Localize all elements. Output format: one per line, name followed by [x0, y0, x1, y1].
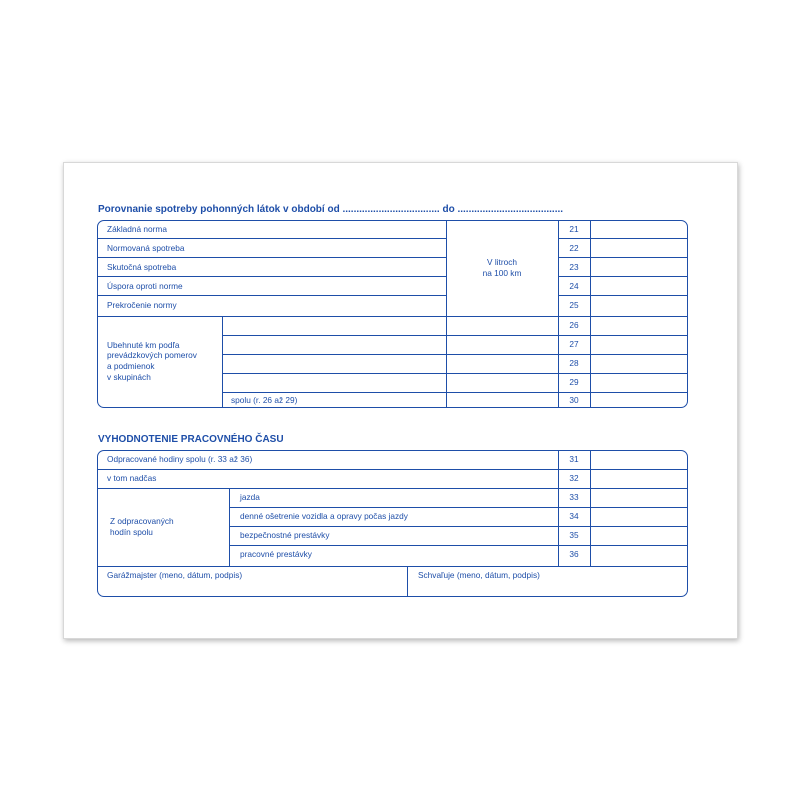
row-label-km-total: spolu (r. 26 až 29): [231, 395, 298, 405]
fuel-row-line: [222, 354, 688, 355]
row-number: 31: [569, 454, 579, 464]
fuel-divider-unit: [446, 220, 447, 408]
unit-label-line2: na 100 km: [482, 268, 522, 278]
row-number: 32: [569, 473, 579, 483]
fuel-table: [97, 220, 688, 408]
fuel-row-line: [558, 295, 688, 296]
km-group-label-line2: prevádzkových pomerov: [107, 350, 197, 360]
fuel-row-line: [222, 392, 688, 393]
signature-approver: Schvaľuje (meno, dátum, podpis): [418, 570, 540, 580]
row-number: 26: [569, 320, 579, 330]
fuel-row-line: [97, 238, 446, 239]
fuel-row-line: [558, 238, 688, 239]
fuel-row-line: [97, 276, 446, 277]
row-number: 34: [569, 511, 579, 521]
fuel-divider-value: [590, 220, 591, 408]
fuel-row-line: [222, 373, 688, 374]
fuel-section-title: Porovnanie spotreby pohonných látok v období od ................................... do ......................................: [98, 204, 564, 215]
time-divider-value: [590, 450, 591, 566]
row-number: 36: [569, 549, 579, 559]
row-number: 21: [569, 224, 579, 234]
row-label-basic-norm: Základná norma: [107, 224, 167, 234]
row-number: 27: [569, 339, 579, 349]
fuel-row-line: [97, 295, 446, 296]
row-number: 23: [569, 262, 579, 272]
row-label-normed-consumption: Normovaná spotreba: [107, 243, 185, 253]
row-label-driving: jazda: [240, 492, 260, 502]
signature-divider: [407, 566, 408, 597]
time-divider-group: [229, 488, 230, 566]
fuel-row-line: [97, 316, 688, 317]
row-label-hours-total: Odpracované hodiny spolu (r. 33 až 36): [107, 454, 253, 464]
time-row-line: [229, 545, 688, 546]
unit-label-line1: V litroch: [487, 257, 517, 267]
time-section-title: VYHODNOTENIE PRACOVNÉHO ČASU: [98, 434, 284, 445]
row-number: 28: [569, 358, 579, 368]
km-group-label-line3: a podmienok: [107, 361, 155, 371]
hours-group-label-line1: Z odpracovaných: [110, 516, 174, 526]
fuel-row-line: [97, 257, 446, 258]
row-number: 29: [569, 377, 579, 387]
row-number: 30: [569, 395, 579, 405]
row-number: 35: [569, 530, 579, 540]
time-row-line: [97, 488, 688, 489]
row-label-exceeding: Prekročenie normy: [107, 300, 177, 310]
row-label-safety-breaks: bezpečnostné prestávky: [240, 530, 330, 540]
row-label-work-breaks: pracovné prestávky: [240, 549, 312, 559]
time-row-line: [229, 526, 688, 527]
row-label-savings: Úspora oproti norme: [107, 281, 183, 291]
fuel-divider-km: [222, 316, 223, 408]
km-group-label-line1: Ubehnuté km podľa: [107, 340, 180, 350]
row-label-vehicle-care: denné ošetrenie vozidla a opravy počas jazdy: [240, 511, 408, 521]
time-row-line: [229, 507, 688, 508]
row-number: 25: [569, 300, 579, 310]
row-label-overtime: v tom nadčas: [107, 473, 157, 483]
signature-garage-master: Garážmajster (meno, dátum, podpis): [107, 570, 243, 580]
fuel-row-line: [558, 257, 688, 258]
fuel-row-line: [558, 276, 688, 277]
fuel-row-line: [222, 335, 688, 336]
time-row-line: [97, 566, 688, 567]
row-number: 22: [569, 243, 579, 253]
km-group-label-line4: v skupinách: [107, 372, 151, 382]
hours-group-label-line2: hodín spolu: [110, 527, 153, 537]
row-label-actual-consumption: Skutočná spotreba: [107, 262, 177, 272]
time-row-line: [97, 469, 688, 470]
row-number: 33: [569, 492, 579, 502]
row-number: 24: [569, 281, 579, 291]
